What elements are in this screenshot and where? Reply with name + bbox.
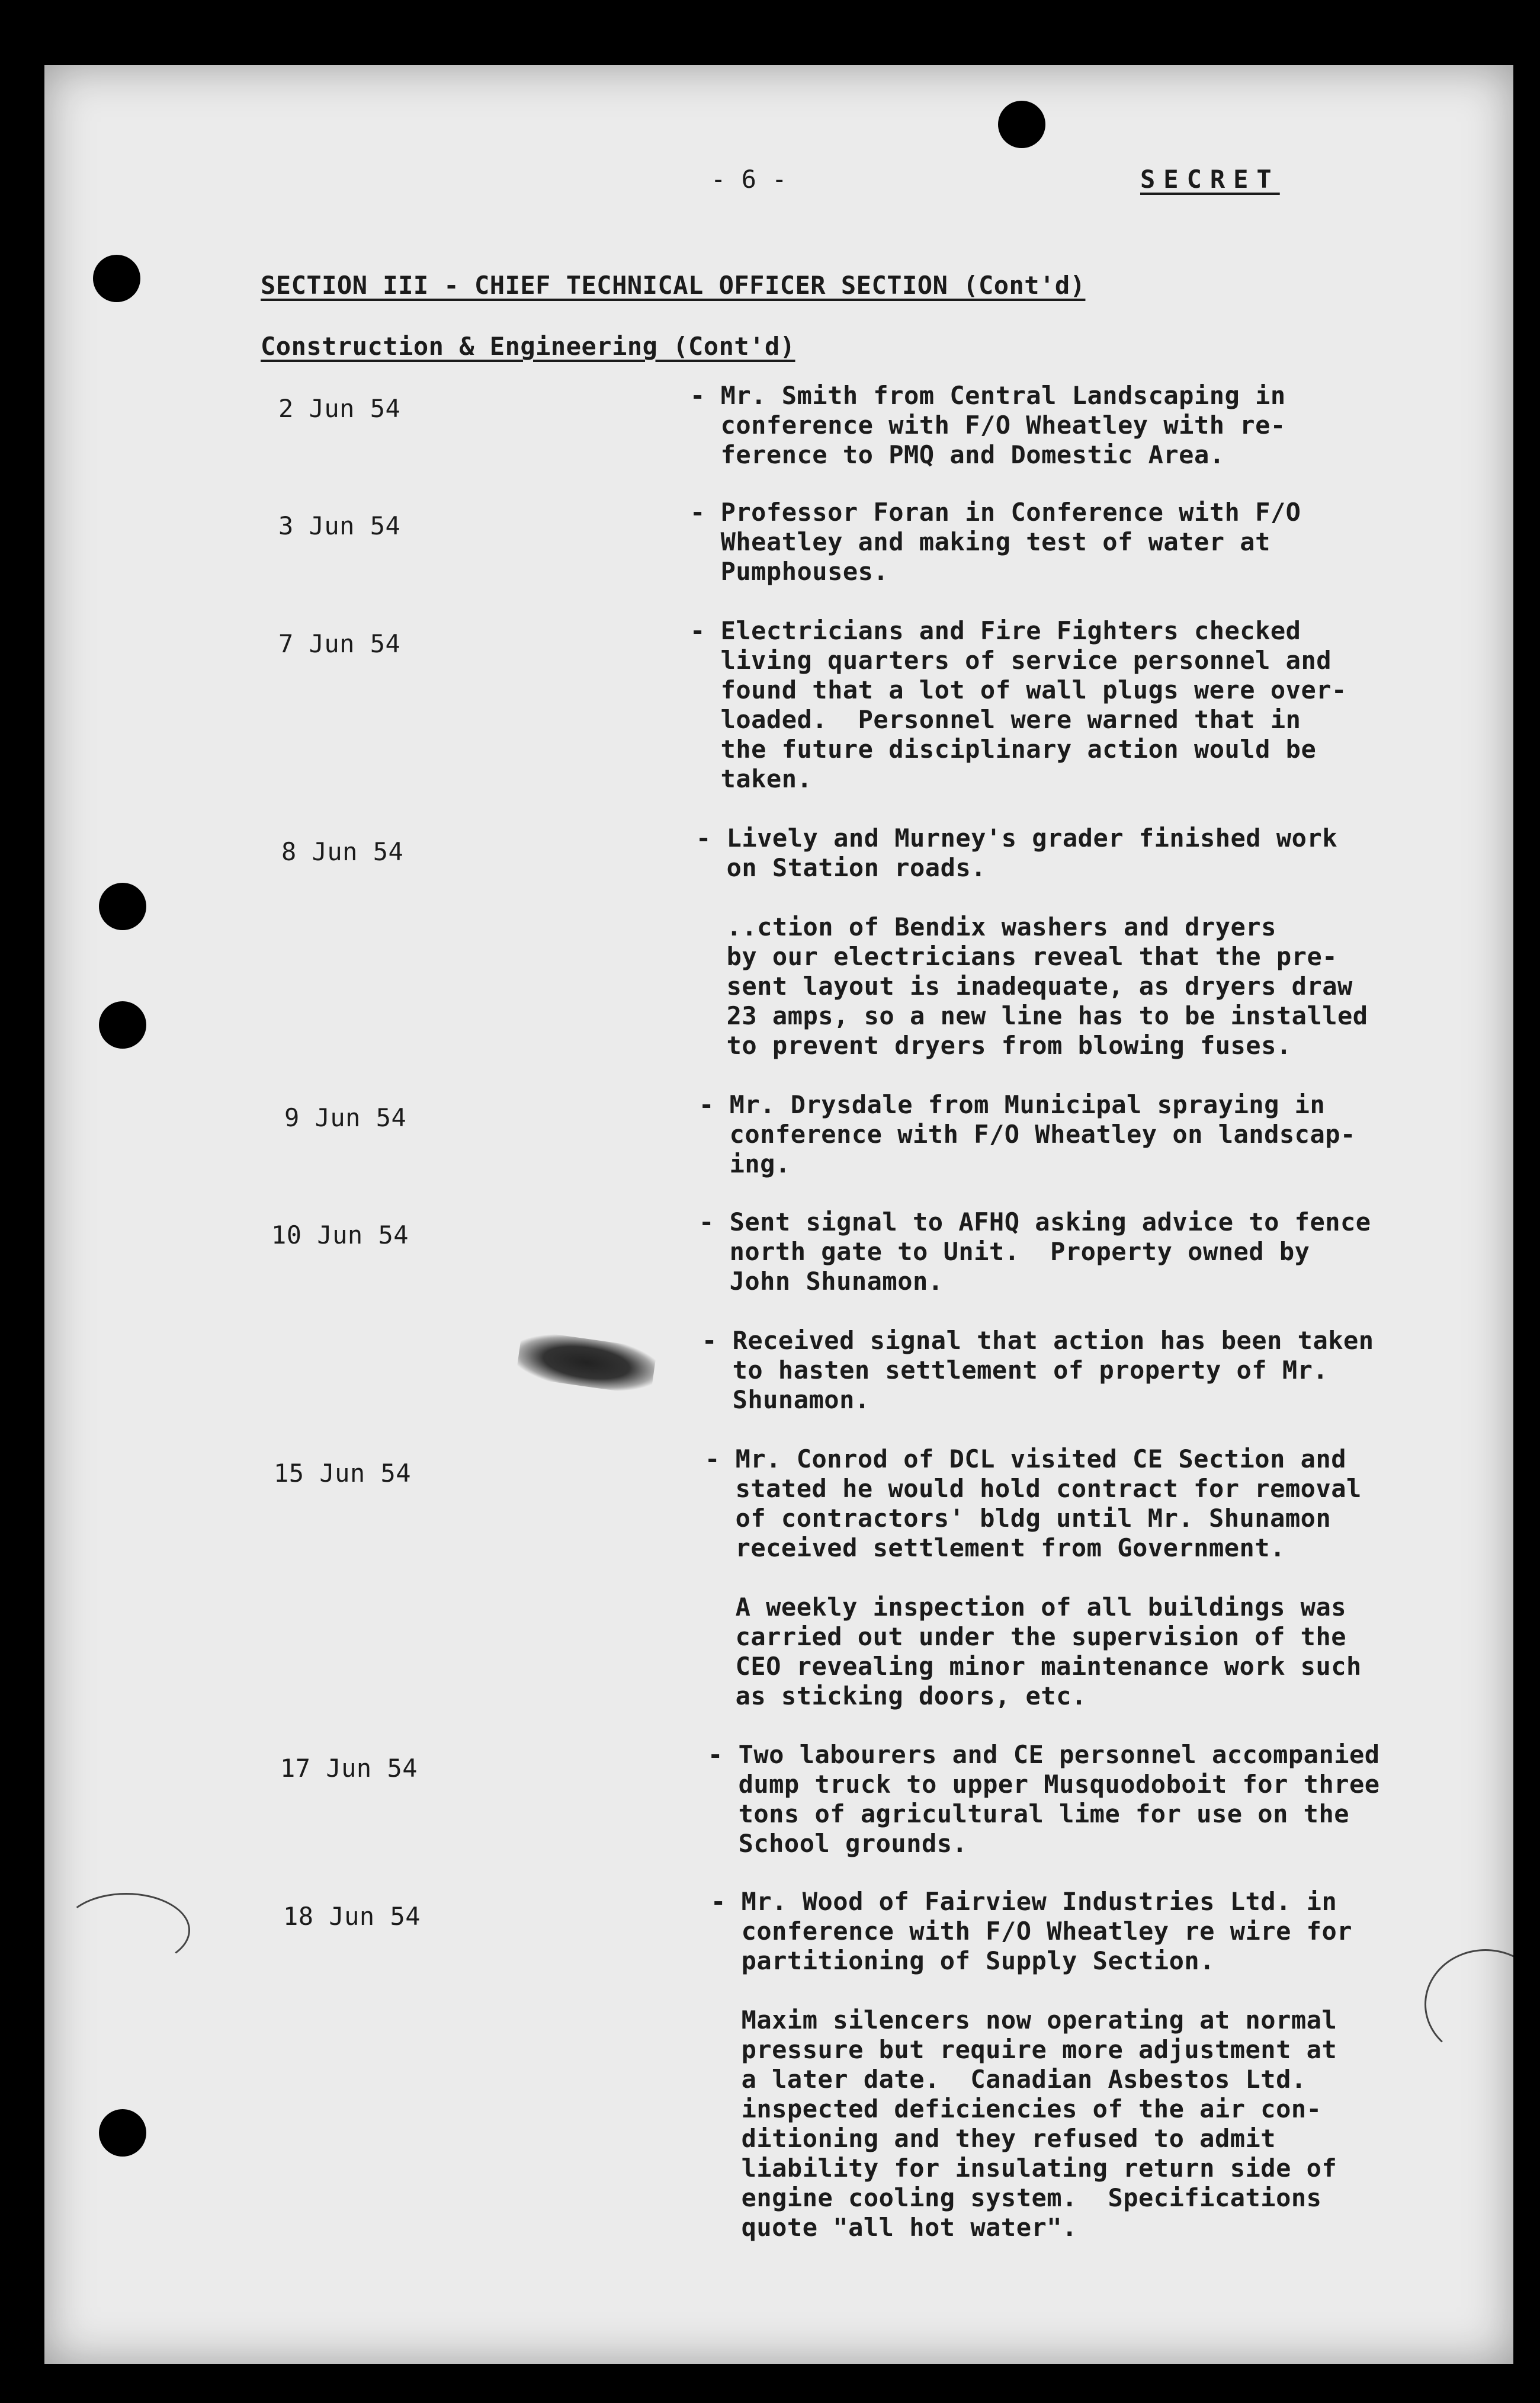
punch-hole <box>93 255 140 302</box>
entry-line: by our electricians reveal that the pre- <box>696 942 1338 971</box>
entry-line: sent layout is inadequate, as dryers draw <box>696 972 1353 1001</box>
entry-date: 8 Jun 54 <box>281 837 404 866</box>
entry-line: Maxim silencers now operating at normal <box>711 2005 1337 2034</box>
entry-line: Shunamon. <box>702 1385 870 1414</box>
paper-fold-mark <box>1424 1949 1513 2059</box>
entry-line: of contractors' bldg until Mr. Shunamon <box>705 1504 1332 1533</box>
entry-line: CEO revealing minor maintenance work such <box>705 1652 1362 1681</box>
entry-line: carried out under the supervision of the <box>705 1622 1347 1651</box>
subsection-title: Construction & Engineering (Cont'd) <box>261 332 795 361</box>
entry-line: ..ction of Bendix washers and dryers <box>696 912 1276 941</box>
entry-line: inspected deficiencies of the air con- <box>711 2094 1322 2123</box>
entry-date: 15 Jun 54 <box>274 1459 412 1488</box>
entry-line: partitioning of Supply Section. <box>711 1946 1215 1975</box>
entry-line: - Mr. Wood of Fairview Industries Ltd. in <box>711 1887 1337 1916</box>
entry-line: Pumphouses. <box>690 557 889 586</box>
entry-line: John Shunamon. <box>699 1267 944 1296</box>
entry-line: ference to PMQ and Domestic Area. <box>690 440 1225 469</box>
punch-hole <box>99 1001 146 1049</box>
entry-line: the future disciplinary action would be <box>690 735 1317 764</box>
entry-line: - Sent signal to AFHQ asking advice to fence <box>699 1207 1371 1236</box>
entry-line: received settlement from Government. <box>705 1533 1285 1562</box>
entry-line: - Electricians and Fire Fighters checked <box>690 616 1301 645</box>
entry-date: 10 Jun 54 <box>271 1220 409 1249</box>
entry-date: 18 Jun 54 <box>283 1902 421 1931</box>
entry-line: north gate to Unit. Property owned by <box>699 1237 1310 1266</box>
entry-line: stated he would hold contract for removal <box>705 1474 1362 1503</box>
entry-date: 2 Jun 54 <box>278 394 401 423</box>
entry-line: Wheatley and making test of water at <box>690 527 1270 556</box>
entry-line: conference with F/O Wheatley on landscap- <box>699 1120 1356 1149</box>
entry-line: a later date. Canadian Asbestos Ltd. <box>711 2065 1307 2094</box>
classification-marking: SECRET <box>1140 165 1280 194</box>
entry-line: 23 amps, so a new line has to be installed <box>696 1001 1368 1030</box>
entry-line: to hasten settlement of property of Mr. <box>702 1356 1329 1385</box>
entry-line: liability for insulating return side of <box>711 2154 1337 2183</box>
entry-line: School grounds. <box>708 1829 968 1858</box>
punch-hole <box>998 101 1045 148</box>
entry-line: on Station roads. <box>696 853 986 882</box>
entry-line: A weekly inspection of all buildings was <box>705 1593 1347 1622</box>
entry-line: ing. <box>699 1149 791 1178</box>
entry-date: 3 Jun 54 <box>278 511 401 540</box>
entry-line: taken. <box>690 764 813 793</box>
entry-date: 9 Jun 54 <box>284 1103 407 1132</box>
paper-fold-mark <box>62 1893 190 1968</box>
entry-line: - Mr. Smith from Central Landscaping in <box>690 381 1286 410</box>
entry-line: - Mr. Drysdale from Municipal spraying in <box>699 1090 1326 1119</box>
entry-line: tons of agricultural lime for use on the <box>708 1799 1350 1828</box>
entry-line: engine cooling system. Specifications <box>711 2183 1322 2212</box>
entry-line: ditioning and they refused to admit <box>711 2124 1276 2153</box>
entry-line: quote "all hot water". <box>711 2213 1077 2242</box>
entry-line: as sticking doors, etc. <box>705 1681 1087 1710</box>
page-number: - 6 - <box>711 165 787 194</box>
entry-line: to prevent dryers from blowing fuses. <box>696 1031 1292 1060</box>
punch-hole <box>99 883 146 930</box>
punch-hole <box>99 2109 146 2157</box>
ink-stain <box>516 1329 657 1395</box>
entry-line: found that a lot of wall plugs were over- <box>690 675 1347 704</box>
entry-line: conference with F/O Wheatley with re- <box>690 411 1286 440</box>
entry-line: dump truck to upper Musquodoboit for three <box>708 1770 1380 1799</box>
entry-line: - Received signal that action has been taken <box>702 1326 1374 1355</box>
entry-date: 7 Jun 54 <box>278 629 401 658</box>
entry-line: pressure but require more adjustment at <box>711 2035 1337 2064</box>
section-title: SECTION III - CHIEF TECHNICAL OFFICER SECTION (Cont'd) <box>261 271 1086 300</box>
entry-line: - Two labourers and CE personnel accompanied <box>708 1740 1380 1769</box>
entry-line: conference with F/O Wheatley re wire for <box>711 1917 1353 1946</box>
entry-line: loaded. Personnel were warned that in <box>690 705 1301 734</box>
entry-date: 17 Jun 54 <box>280 1754 418 1783</box>
entry-line: - Mr. Conrod of DCL visited CE Section and <box>705 1444 1347 1473</box>
entry-line: - Lively and Murney's grader finished work <box>696 824 1338 853</box>
entry-line: - Professor Foran in Conference with F/O <box>690 498 1301 527</box>
entry-line: living quarters of service personnel and <box>690 646 1332 675</box>
